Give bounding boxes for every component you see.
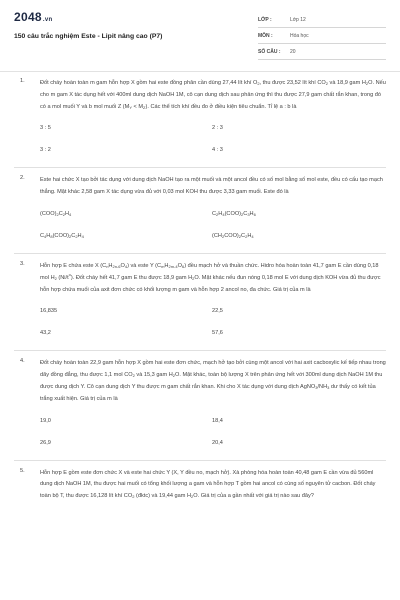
answer-options [40,300,386,344]
question-number: 1. [20,78,25,84]
question-divider [14,167,386,168]
answer-option[interactable]: 43,2 [40,330,51,337]
meta-value: 20 [290,48,296,55]
question-number: 3. [20,260,25,267]
header-divider [0,71,400,72]
question-item [0,261,400,344]
question-number: 4. [20,358,25,365]
question-divider [14,460,386,461]
logo-tld: .vn [42,17,53,23]
answer-option[interactable]: $(CH_2COO)_2C_2H_4$ [212,232,254,239]
meta-row-subject [258,28,386,44]
question-number: 5. [20,467,25,474]
page-header [0,0,400,72]
question-text: Este hai chức X tạo bởi tác dụng với dung dịch NaOH tạo ra một muối và một ancol đều có số mol bằng số mol este, đều có cấu tạo mạch thẳng. Mặt khác 2,58 gam X tác dụng vừa đủ với 0,03 mol KOH thu được 3,33 gam muối. Este đó là [40,177,383,196]
meta-label: MÔN : [258,32,273,39]
meta-table [258,12,386,60]
answer-option[interactable]: 2 : 3 [212,125,223,132]
answer-option[interactable]: 3 : 5 [40,125,51,132]
meta-value: Hóa học [290,32,309,39]
meta-row-class [258,12,386,28]
answer-options [40,410,386,454]
meta-value: Lớp 12 [290,16,306,23]
answer-option[interactable]: 18,4 [212,417,223,424]
answer-option[interactable]: 26,9 [40,439,51,446]
question-text: Hỗn hợp E chứa este X $(C_nH_{2n-6}O_4)$ và este Y $(C_mH_{2m-4}O_6)$ đều mạch hở và thuần chức. Hidro hóa hoàn toàn 41,7 gam E cần dùng 0,18 mol $H_2$ $(Ni/t^o)$. Đốt cháy hết 41,7 gam E thu được 18,9 gam $H_2O$. Mặt khác nếu đun nóng 0,18 mol E với dung dịch KOH vừa đủ thu được hỗn hợp chứa muối của axit đơn chức có khối lượng m gam và hỗn hợp 2 ancol no, đa chức. Giá trị của m là [40,262,381,293]
question-divider [14,350,386,351]
answer-option[interactable]: 16,835 [40,308,58,315]
question-list [0,78,400,503]
answer-options [40,117,386,161]
logo-main: 2048 [14,10,42,24]
question-text: Hỗn hợp E gồm este đơn chức X và este hai chức Y (X, Y đều no, mạch hở). Xà phòng hóa hoàn toàn 40,48 gam E cần vừa đủ 560ml dung dịch NaOH 1M, thu được hai muối có tổng khối lượng a gam và hỗn hợp T gồm hai ancol có cùng số nguyên tử cacbon. Đốt cháy toàn bộ T, thu được 16,128 lít khí $CO_2$ (đktc) và 19,44 gam $H_2O$. Giá trị của a gần nhất với giá trị nào sau đây? [40,469,376,500]
answer-option[interactable]: $(COO)_2C_2H_4$ [40,210,72,217]
question-number: 2. [20,175,25,182]
meta-label: LỚP : [258,16,272,23]
question-item [0,358,400,453]
answer-option[interactable]: $C_2H_4(COO)_2C_3H_6$ [212,210,256,217]
page-title: 150 câu trắc nghiệm Este - Lipit nâng cao (P7) [14,33,163,40]
question-text: Đốt cháy hoàn toàn m gam hỗn hợp X gồm hai este đồng phân cần dùng 27,44 lít khí $O_2$, thu được 23,52 lít khí $CO_2$ và 18,9 gam $H_2O$. Nếu cho m gam X tác dụng hết với 400ml dung dịch NaOH 1M, cô cạn dung dịch sau phản ứng thì thu được 27,9 gam chất rắn khan, trong đó có a mol muối Y và b mol muối Z $(M_Y < M_Z)$. Các thể tích khí đều đo ở điều kiện tiêu chuẩn. Tỉ lệ a : b là [40,80,386,110]
meta-label: SỐ CÂU : [258,48,281,55]
answer-option[interactable]: 57,6 [212,330,223,337]
answer-option[interactable]: 19,0 [40,417,51,424]
answer-option[interactable]: 3 : 2 [40,147,51,154]
question-divider [14,253,386,254]
answer-options [40,203,386,247]
meta-row-count [258,44,386,60]
answer-option[interactable]: 20,4 [212,439,223,446]
question-text: Đốt cháy hoàn toàn 22,9 gam hỗn hợp X gồm hai este đơn chức, mạch hở tạo bởi cùng một ancol với hai axit cacboxylic kế tiếp nhau trong dãy đồng đẳng, thu được 1,1 mol $CO_2$ và 15,3 gam $H_2O$. Mặt khác, toàn bộ lượng X trên phản ứng hết với 300ml dung dịch NaOH 1M thu được dung dịch Y. Cô cạn dung dịch Y thu được m gam chất rắn khan. Khi cho X tác dụng với dung dịch $AgNO_3/NH_3$ dư thấy có kết tủa trắng xuất hiện. Giá trị của m là [40,360,386,402]
answer-option[interactable]: 4 : 3 [212,147,223,154]
question-item [0,78,400,161]
question-item [0,175,400,247]
question-item [0,468,400,503]
answer-option[interactable]: $C_4H_8(COO)_2C_2H_4$ [40,232,84,239]
answer-option[interactable]: 22,5 [212,308,223,315]
